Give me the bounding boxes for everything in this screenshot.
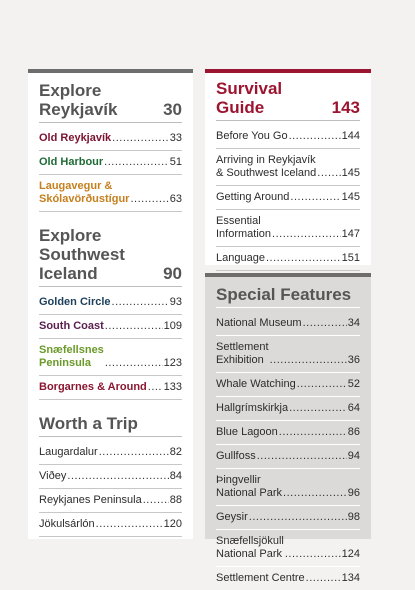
toc-entry[interactable] bbox=[216, 186, 360, 210]
leader-dots bbox=[143, 494, 169, 507]
toc-entry-label: Reykjanes Peninsula bbox=[39, 494, 142, 506]
toc-entry[interactable] bbox=[39, 465, 182, 489]
leader-dots bbox=[257, 450, 347, 463]
toc-entry-label: Getting Around bbox=[216, 191, 290, 203]
toc-entry-page: 51 bbox=[169, 156, 182, 168]
toc-entry[interactable] bbox=[216, 247, 360, 271]
section-explore-reykjavik bbox=[39, 81, 182, 212]
toc-entry[interactable] bbox=[39, 513, 182, 537]
section-page-number: 30 bbox=[163, 100, 182, 119]
toc-entry[interactable] bbox=[216, 373, 360, 397]
section-title-text: Worth a Trip bbox=[39, 414, 138, 433]
toc-entry-page: 84 bbox=[169, 470, 182, 482]
toc-entry[interactable] bbox=[39, 376, 182, 400]
toc-entry[interactable] bbox=[216, 397, 360, 421]
leader-dots bbox=[303, 317, 347, 330]
toc-entry-label: South Coast bbox=[39, 320, 104, 332]
leader-dots bbox=[99, 446, 169, 459]
toc-entry-page: 109 bbox=[163, 320, 182, 332]
toc-entry[interactable] bbox=[39, 441, 182, 465]
toc-entry[interactable] bbox=[39, 151, 182, 175]
toc-entry-page: 145 bbox=[341, 167, 360, 179]
toc-entry-page: 33 bbox=[169, 132, 182, 144]
section-title bbox=[216, 79, 360, 121]
toc-entry-page: 120 bbox=[163, 518, 182, 530]
toc-entry-label: Arriving in Reykjavík & Southwest Iceland bbox=[216, 154, 317, 179]
toc-entry-page: 134 bbox=[341, 572, 360, 584]
toc-entry-page: 93 bbox=[169, 296, 182, 308]
leader-dots bbox=[283, 487, 347, 500]
toc-entry-label: Snæfellsjökull National Park bbox=[216, 535, 284, 560]
toc-entry-page: 123 bbox=[163, 357, 182, 369]
section-title bbox=[39, 226, 182, 287]
section-page-number: 143 bbox=[331, 98, 360, 117]
toc-entry[interactable] bbox=[39, 175, 182, 212]
toc-entry-label: Hallgrímskirkja bbox=[216, 402, 289, 414]
toc-entry-label: Whale Watching bbox=[216, 378, 296, 390]
section-title-text: Explore Southwest Iceland bbox=[39, 226, 125, 283]
toc-entry-page: 63 bbox=[169, 193, 182, 205]
leader-dots bbox=[266, 252, 341, 265]
toc-entry-label: Settlement Centre bbox=[216, 572, 305, 584]
toc-entry[interactable] bbox=[39, 339, 182, 376]
leader-dots bbox=[272, 228, 341, 241]
toc-entry-page: 82 bbox=[169, 446, 182, 458]
toc-entry-page: 144 bbox=[341, 130, 360, 142]
toc-entry-label: Essential Information bbox=[216, 215, 272, 240]
toc-entry-label: Laugardalur bbox=[39, 446, 98, 458]
toc-entry[interactable] bbox=[216, 421, 360, 445]
section-title-text: Survival Guide bbox=[216, 79, 283, 117]
toc-entry-page: 133 bbox=[163, 381, 182, 393]
toc-entry[interactable] bbox=[216, 336, 360, 373]
toc-entry-page: 36 bbox=[347, 354, 360, 366]
section-title bbox=[39, 81, 182, 123]
leader-dots bbox=[112, 132, 169, 145]
leader-dots bbox=[290, 191, 340, 204]
leader-dots bbox=[289, 402, 347, 415]
leader-dots bbox=[249, 511, 347, 524]
toc-entry-page: 64 bbox=[347, 402, 360, 414]
toc-entry[interactable] bbox=[39, 489, 182, 513]
survival-guide-panel bbox=[205, 69, 371, 265]
toc-entry[interactable] bbox=[216, 469, 360, 506]
leader-dots bbox=[285, 548, 341, 561]
toc-entry-label: National Museum bbox=[216, 317, 302, 329]
toc-entry-label: Þingvellir National Park bbox=[216, 474, 283, 499]
leader-dots bbox=[130, 193, 168, 206]
leader-dots bbox=[289, 130, 341, 143]
toc-entry-label: Borgarnes & Around bbox=[39, 381, 147, 393]
toc-entry-page: 86 bbox=[347, 426, 360, 438]
toc-entry[interactable] bbox=[216, 210, 360, 247]
toc-entry-label: Laugavegur & Skólavörðustígur bbox=[39, 180, 130, 205]
toc-entry-page: 145 bbox=[341, 191, 360, 203]
toc-entry-label: Geysir bbox=[216, 511, 248, 523]
toc-entry-page: 151 bbox=[341, 252, 360, 264]
special-features-panel bbox=[205, 273, 371, 584]
toc-entry[interactable] bbox=[216, 149, 360, 186]
toc-entry-label: Language bbox=[216, 252, 265, 264]
toc-entry-label: Settlement Exhibition bbox=[216, 341, 269, 366]
toc-entry[interactable] bbox=[39, 315, 182, 339]
leader-dots bbox=[67, 470, 168, 483]
leader-dots bbox=[297, 378, 347, 391]
leader-dots bbox=[148, 381, 163, 394]
toc-entry[interactable] bbox=[39, 127, 182, 151]
toc-entry-page: 96 bbox=[347, 487, 360, 499]
leader-dots bbox=[270, 354, 347, 367]
leader-dots bbox=[317, 167, 340, 180]
section-title bbox=[39, 414, 182, 437]
toc-entry-page: 124 bbox=[341, 548, 360, 560]
leader-dots bbox=[105, 357, 163, 370]
section-title-text: Explore Reykjavík bbox=[39, 81, 118, 119]
leader-dots bbox=[279, 426, 347, 439]
toc-entry[interactable] bbox=[39, 291, 182, 315]
toc-entry[interactable] bbox=[216, 312, 360, 336]
toc-entry-page: 98 bbox=[347, 511, 360, 523]
toc-entry-label: Old Reykjavík bbox=[39, 132, 112, 144]
toc-entry-label: Old Harbour bbox=[39, 156, 104, 168]
toc-entry-label: Blue Lagoon bbox=[216, 426, 278, 438]
section-worth-a-trip bbox=[39, 414, 182, 537]
leader-dots bbox=[96, 518, 163, 531]
toc-entry-page: 147 bbox=[341, 228, 360, 240]
leader-dots bbox=[104, 156, 169, 169]
toc-entry-label: Golden Circle bbox=[39, 296, 111, 308]
toc-entry-page: 88 bbox=[169, 494, 182, 506]
section-explore-southwest-iceland bbox=[39, 226, 182, 400]
toc-entry[interactable] bbox=[216, 567, 360, 590]
leader-dots bbox=[105, 320, 163, 333]
section-title bbox=[216, 285, 360, 308]
section-title-text: Special Features bbox=[216, 285, 352, 304]
toc-entry-label: Snæfellsnes Peninsula bbox=[39, 344, 104, 369]
toc-entry-label: Viðey bbox=[39, 470, 67, 482]
toc-entry-label: Before You Go bbox=[216, 130, 288, 142]
contents-column-left bbox=[28, 69, 193, 539]
leader-dots bbox=[306, 572, 341, 585]
section-page-number: 90 bbox=[163, 264, 182, 283]
toc-entry[interactable] bbox=[216, 506, 360, 530]
toc-entry-page: 94 bbox=[347, 450, 360, 462]
toc-entry-page: 34 bbox=[347, 317, 360, 329]
toc-entry-label: Jökulsárlón bbox=[39, 518, 95, 530]
leader-dots bbox=[112, 296, 169, 309]
toc-entry-label: Gullfoss bbox=[216, 450, 256, 462]
toc-entry[interactable] bbox=[216, 125, 360, 149]
toc-entry-page: 52 bbox=[347, 378, 360, 390]
toc-entry[interactable] bbox=[216, 445, 360, 469]
toc-entry[interactable] bbox=[216, 530, 360, 567]
